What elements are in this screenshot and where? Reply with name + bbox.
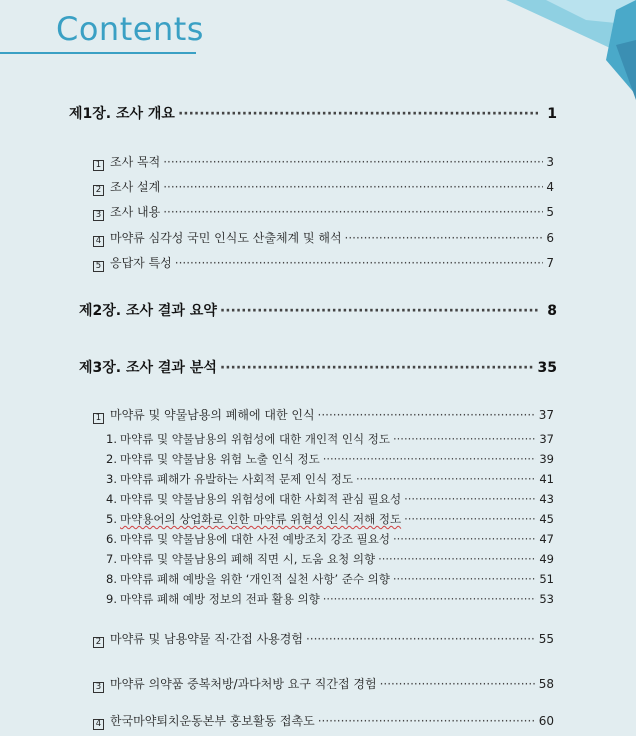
section-label: 한국마약퇴치운동본부 홍보활동 접촉도 — [110, 714, 315, 728]
toc-chapter-2[interactable] — [79, 300, 557, 320]
subitem-page: 49 — [539, 552, 554, 566]
page-title: Contents — [56, 10, 204, 48]
section-page: 5 — [546, 205, 554, 219]
subitem-label: 마약류 및 약물남용의 위험성에 대한 사회적 관심 필요성 — [120, 492, 402, 506]
section-number-box: 1 — [93, 160, 104, 171]
dot-leader — [393, 432, 536, 444]
toc-subitem[interactable] — [106, 431, 554, 447]
toc-subitem[interactable] — [106, 531, 554, 547]
section-page: 55 — [538, 632, 554, 646]
section-label: 마약류 및 약물남용의 폐해에 대한 인식 — [110, 408, 315, 422]
toc-subitem[interactable] — [106, 491, 554, 507]
subitem-number: 9. — [106, 592, 117, 606]
dot-leader — [175, 256, 544, 268]
dot-leader — [220, 303, 538, 317]
subitem-page: 37 — [539, 432, 554, 446]
subitem-label: 마약류 폐해 예방 정보의 전파 활용 의향 — [120, 592, 320, 606]
subitem-page: 39 — [539, 452, 554, 466]
toc-subitem[interactable] — [106, 511, 554, 527]
toc-chapter-3[interactable] — [79, 357, 557, 377]
subitem-number: 8. — [106, 572, 117, 586]
dot-leader — [323, 452, 537, 464]
section-page: 60 — [538, 714, 554, 728]
subitem-page: 47 — [539, 532, 554, 546]
subitem-label: 마약류 및 약물남용의 위험성에 대한 개인적 인식 정도 — [120, 432, 390, 446]
section-label: 마약류 심각성 국민 인식도 산출체계 및 해석 — [110, 231, 342, 245]
section-number-box: 3 — [93, 682, 104, 693]
section-number-box: 1 — [93, 413, 104, 424]
section-label: 조사 목적 — [110, 155, 161, 169]
section-number-box: 2 — [93, 185, 104, 196]
dot-leader — [306, 632, 536, 644]
dot-leader — [318, 408, 536, 420]
section-page: 4 — [546, 180, 554, 194]
dot-leader — [380, 677, 536, 689]
chapter-page: 35 — [537, 360, 557, 376]
corner-decoration — [466, 0, 636, 110]
dot-leader — [404, 512, 536, 524]
subitem-label: 마약류 폐해가 유발하는 사회적 문제 인식 정도 — [120, 472, 354, 486]
toc-section[interactable] — [93, 178, 554, 195]
section-label: 응답자 특성 — [110, 256, 172, 270]
toc-section[interactable] — [93, 675, 554, 692]
section-page: 3 — [546, 155, 554, 169]
subitem-number: 7. — [106, 552, 117, 566]
subitem-number: 2. — [106, 452, 117, 466]
subitem-page: 45 — [539, 512, 554, 526]
subitem-page: 53 — [539, 592, 554, 606]
section-page: 6 — [546, 231, 554, 245]
section-page: 58 — [538, 677, 554, 691]
chapter-page: 1 — [547, 106, 557, 122]
dot-leader — [163, 205, 543, 217]
section-number-box: 2 — [93, 637, 104, 648]
toc-section[interactable] — [93, 406, 554, 423]
dot-leader — [356, 472, 536, 484]
section-page: 7 — [546, 256, 554, 270]
dot-leader — [220, 360, 535, 374]
dot-leader — [163, 180, 543, 192]
toc-subitem[interactable] — [106, 471, 554, 487]
subitem-label: 마약류 폐해 예방을 위한 ‘개인적 실천 사항’ 준수 의향 — [120, 572, 390, 586]
toc-section[interactable] — [93, 153, 554, 170]
chapter-label: 제2장. 조사 결과 요약 — [79, 303, 217, 319]
toc-section[interactable] — [93, 630, 554, 647]
subitem-label: 마약류 및 약물남용 위험 노출 인식 정도 — [120, 452, 320, 466]
toc-chapter-1[interactable] — [69, 103, 557, 123]
subitem-page: 41 — [539, 472, 554, 486]
subitem-number: 3. — [106, 472, 117, 486]
section-label: 마약류 및 남용약물 직·간접 사용경험 — [110, 632, 303, 646]
dot-leader — [378, 552, 536, 564]
toc-section[interactable] — [93, 203, 554, 220]
subitem-number: 5. — [106, 512, 117, 526]
subitem-label: 마약류 및 약물남용의 폐해 직면 시, 도움 요청 의향 — [120, 552, 376, 566]
dot-leader — [178, 106, 538, 120]
dot-leader — [318, 714, 536, 726]
dot-leader — [163, 155, 543, 167]
subitem-page: 51 — [539, 572, 554, 586]
toc-subitem[interactable] — [106, 571, 554, 587]
subitem-page: 43 — [539, 492, 554, 506]
toc-section[interactable] — [93, 229, 554, 246]
section-label: 조사 내용 — [110, 205, 161, 219]
subitem-number: 6. — [106, 532, 117, 546]
subitem-label: 마약류 및 약물남용에 대한 사전 예방조치 강조 필요성 — [120, 532, 390, 546]
chapter-label: 제1장. 조사 개요 — [69, 106, 175, 122]
toc-subitem[interactable] — [106, 551, 554, 567]
dot-leader — [393, 532, 536, 544]
section-label: 조사 설계 — [110, 180, 161, 194]
toc-subitem[interactable] — [106, 451, 554, 467]
toc-subitem[interactable] — [106, 591, 554, 607]
section-number-box: 5 — [93, 261, 104, 272]
subitem-number: 4. — [106, 492, 117, 506]
section-number-box: 3 — [93, 210, 104, 221]
toc-section[interactable] — [93, 712, 554, 729]
dot-leader — [323, 592, 537, 604]
section-page: 37 — [538, 408, 554, 422]
title-underline — [0, 52, 196, 54]
dot-leader — [404, 492, 536, 504]
dot-leader — [393, 572, 537, 584]
subitem-number: 1. — [106, 432, 117, 446]
chapter-label: 제3장. 조사 결과 분석 — [79, 360, 217, 376]
section-number-box: 4 — [93, 719, 104, 730]
dot-leader — [345, 231, 544, 243]
subitem-label: 마약용어의 상업화로 인한 마약류 위험성 인식 저해 정도 — [120, 512, 402, 526]
toc-section[interactable] — [93, 254, 554, 271]
section-number-box: 4 — [93, 236, 104, 247]
chapter-page: 8 — [547, 303, 557, 319]
section-label: 마약류 의약품 중복처방/과다처방 요구 직간접 경험 — [110, 677, 377, 691]
